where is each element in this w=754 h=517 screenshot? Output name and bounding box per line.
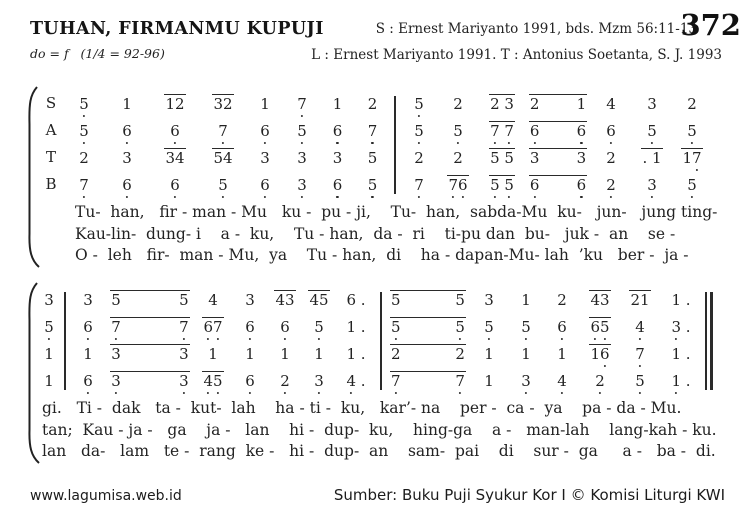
note-token: 6 bbox=[170, 122, 180, 141]
note-token: 1 . bbox=[346, 345, 366, 364]
note-cell bbox=[70, 340, 106, 367]
voice-row bbox=[38, 171, 712, 198]
note-token: 12 bbox=[165, 95, 185, 114]
note-token: 6 bbox=[83, 318, 93, 337]
note-cell bbox=[70, 286, 106, 313]
note-token: 7 bbox=[414, 176, 424, 195]
bar-line bbox=[380, 292, 382, 390]
note-cell bbox=[355, 144, 390, 171]
bar-line bbox=[394, 96, 396, 194]
double-bar-line bbox=[710, 292, 713, 390]
note-cell bbox=[320, 117, 355, 144]
note-cell bbox=[70, 313, 106, 340]
note-cell bbox=[580, 340, 620, 367]
hymn-number: 372 bbox=[680, 8, 741, 42]
tempo-marking: do = f (1/4 = 92-96) bbox=[30, 46, 165, 61]
note-token: 5 bbox=[484, 318, 494, 337]
note-token: 54 bbox=[213, 149, 233, 168]
note-token: 1 bbox=[280, 345, 290, 364]
note-token: 5 bbox=[414, 122, 424, 141]
note-cell bbox=[106, 286, 194, 313]
note-cell bbox=[590, 144, 632, 171]
note-token: 6 bbox=[260, 122, 270, 141]
note-token: 6 bbox=[606, 122, 616, 141]
note-token: 6 6 bbox=[529, 176, 587, 195]
note-cell bbox=[632, 144, 672, 171]
note-cell bbox=[246, 171, 284, 198]
note-token: 1 bbox=[83, 345, 93, 364]
voice-row bbox=[38, 286, 716, 313]
note-token: 5 bbox=[647, 122, 657, 141]
note-cell bbox=[400, 90, 438, 117]
note-cell bbox=[438, 171, 478, 198]
note-token: 1 bbox=[44, 345, 54, 364]
note-cell bbox=[200, 144, 246, 171]
note-cell bbox=[104, 144, 150, 171]
note-token: 43 bbox=[590, 291, 610, 310]
note-cell bbox=[200, 117, 246, 144]
note-token: 1 . bbox=[671, 372, 691, 391]
note-cell bbox=[284, 171, 320, 198]
note-cell bbox=[336, 286, 376, 313]
note-token: 7 bbox=[367, 122, 378, 141]
note-cell bbox=[590, 171, 632, 198]
note-token: 6 bbox=[332, 122, 343, 141]
voice-row bbox=[38, 367, 716, 394]
note-cell bbox=[284, 90, 320, 117]
credit-line-2: L : Ernest Mariyanto 1991. T : Antonius Soetanta, S. J. 1993 bbox=[311, 47, 722, 63]
note-cell bbox=[355, 117, 390, 144]
note-token: 2 bbox=[79, 149, 89, 168]
note-cell bbox=[302, 313, 336, 340]
note-token: 65 bbox=[590, 318, 610, 337]
lyrics-line: O - leh fir- man - Mu, ya Tu - han, di ha - dapan-Mu- lah ’ku ber - ja - bbox=[75, 246, 689, 264]
note-cell bbox=[194, 286, 232, 313]
note-cell bbox=[478, 171, 526, 198]
note-cell bbox=[64, 117, 104, 144]
note-token: 7 7 bbox=[111, 318, 189, 337]
note-cell bbox=[470, 367, 508, 394]
note-cell bbox=[246, 144, 284, 171]
note-cell bbox=[200, 90, 246, 117]
note-cell bbox=[150, 171, 200, 198]
note-cell bbox=[508, 313, 544, 340]
note-token: 6 bbox=[260, 176, 270, 195]
note-token: 5 bbox=[453, 122, 463, 141]
lyrics-line: lan da- lam te - rang ke - hi - dup- an sam- pai di sur - ga a - ba - di. bbox=[42, 442, 716, 460]
note-token: 17 bbox=[682, 149, 702, 168]
note-token: 3 bbox=[44, 291, 54, 310]
note-cell bbox=[336, 313, 376, 340]
note-token: 1 bbox=[314, 345, 324, 364]
note-cell bbox=[106, 313, 194, 340]
note-cell bbox=[320, 144, 355, 171]
note-cell bbox=[526, 144, 590, 171]
note-token: 5 5 bbox=[111, 291, 189, 310]
note-cell bbox=[438, 90, 478, 117]
note-token: 5 bbox=[635, 372, 645, 391]
note-token: 6 bbox=[245, 318, 255, 337]
song-title: TUHAN, FIRMANMU KUPUJI bbox=[30, 19, 324, 39]
note-token: 5 bbox=[314, 318, 324, 337]
note-token: 1 bbox=[557, 345, 567, 364]
note-token: 5 bbox=[297, 122, 307, 141]
note-cell bbox=[508, 286, 544, 313]
lyrics-line: gi. Ti - dak ta - kut- lah ha - ti - ku, kar’- na per - ca - ya pa - da - Mu. bbox=[42, 399, 682, 417]
note-cell bbox=[386, 340, 470, 367]
note-token: 5 bbox=[218, 176, 228, 195]
note-cell bbox=[232, 313, 268, 340]
note-cell bbox=[470, 340, 508, 367]
note-token: 6 bbox=[332, 176, 343, 195]
note-cell bbox=[268, 367, 302, 394]
note-cell bbox=[470, 313, 508, 340]
note-token: 6 bbox=[280, 318, 290, 337]
note-token: 1 bbox=[484, 372, 494, 391]
note-cell bbox=[38, 286, 60, 313]
note-token: 2 bbox=[367, 95, 378, 114]
note-token: 1 bbox=[245, 345, 255, 364]
note-cell bbox=[508, 367, 544, 394]
voice-row bbox=[38, 313, 716, 340]
note-token: 1 . bbox=[346, 318, 366, 337]
note-cell bbox=[660, 340, 702, 367]
note-token: 2 bbox=[453, 95, 463, 114]
note-cell bbox=[672, 144, 712, 171]
note-token: 6 bbox=[122, 122, 132, 141]
note-cell bbox=[284, 117, 320, 144]
note-cell bbox=[302, 286, 336, 313]
note-token: 2 bbox=[606, 149, 616, 168]
note-cell bbox=[194, 340, 232, 367]
note-token: 3 3 bbox=[111, 372, 189, 391]
note-token: 1 bbox=[122, 95, 132, 114]
note-cell bbox=[672, 90, 712, 117]
note-token: 43 bbox=[275, 291, 295, 310]
note-cell bbox=[400, 117, 438, 144]
note-token: 3 bbox=[297, 176, 307, 195]
note-token: 45 bbox=[203, 372, 223, 391]
note-cell bbox=[320, 90, 355, 117]
note-cell bbox=[150, 90, 200, 117]
note-token: 3 bbox=[297, 149, 307, 168]
note-cell bbox=[106, 367, 194, 394]
note-token: 3 bbox=[83, 291, 93, 310]
note-token: 4 bbox=[557, 372, 567, 391]
notation-grid bbox=[38, 286, 716, 394]
notation-grid bbox=[38, 90, 712, 198]
voice-label: S bbox=[45, 94, 57, 113]
note-cell bbox=[64, 171, 104, 198]
music-system-2 bbox=[26, 282, 738, 468]
note-cell bbox=[580, 367, 620, 394]
note-token: 1 . bbox=[671, 345, 691, 364]
note-token: 5 bbox=[79, 122, 89, 141]
note-token: 2 bbox=[557, 291, 567, 310]
note-cell bbox=[478, 144, 526, 171]
note-token: 1 bbox=[484, 345, 494, 364]
note-cell bbox=[620, 340, 660, 367]
note-token: 3 bbox=[122, 149, 132, 168]
note-cell bbox=[580, 313, 620, 340]
note-token: 7 bbox=[79, 176, 89, 195]
note-cell bbox=[302, 367, 336, 394]
note-token: 3 bbox=[332, 149, 343, 168]
note-token: 5 bbox=[687, 176, 697, 195]
note-cell bbox=[544, 313, 580, 340]
note-cell bbox=[544, 340, 580, 367]
note-token: 3 bbox=[314, 372, 324, 391]
note-cell bbox=[660, 313, 702, 340]
note-cell bbox=[70, 367, 106, 394]
bar-line bbox=[64, 292, 66, 390]
note-cell bbox=[544, 367, 580, 394]
note-token: 76 bbox=[448, 176, 468, 195]
note-cell bbox=[660, 367, 702, 394]
note-cell bbox=[590, 90, 632, 117]
note-token: 5 5 bbox=[490, 149, 514, 168]
note-token: 3 bbox=[647, 176, 657, 195]
note-cell bbox=[620, 286, 660, 313]
note-cell bbox=[544, 286, 580, 313]
note-cell bbox=[200, 171, 246, 198]
note-cell bbox=[526, 171, 590, 198]
note-token: 5 5 bbox=[391, 318, 465, 337]
notation-table bbox=[38, 286, 716, 394]
note-cell bbox=[246, 117, 284, 144]
note-cell bbox=[478, 90, 526, 117]
note-token: 5 5 bbox=[490, 176, 514, 195]
note-token: 4 bbox=[635, 318, 645, 337]
note-token: 1 bbox=[521, 291, 531, 310]
note-token: 7 7 bbox=[391, 372, 465, 391]
note-cell bbox=[632, 117, 672, 144]
note-cell bbox=[386, 367, 470, 394]
note-token: 32 bbox=[213, 95, 233, 114]
note-cell bbox=[620, 367, 660, 394]
voice-row bbox=[38, 90, 712, 117]
note-token: 4 . bbox=[346, 372, 366, 391]
note-cell bbox=[320, 171, 355, 198]
note-cell bbox=[672, 171, 712, 198]
note-cell bbox=[38, 340, 60, 367]
lyrics-block bbox=[42, 398, 717, 463]
note-cell bbox=[590, 117, 632, 144]
note-token: 3 bbox=[245, 291, 255, 310]
lyrics-block bbox=[75, 202, 717, 267]
double-bar-line bbox=[705, 292, 707, 390]
note-cell bbox=[632, 171, 672, 198]
note-cell bbox=[478, 117, 526, 144]
voice-row bbox=[38, 340, 716, 367]
website-url: www.lagumisa.web.id bbox=[30, 488, 182, 504]
note-token: 2 bbox=[687, 95, 697, 114]
note-cell bbox=[268, 340, 302, 367]
note-token: 6 . bbox=[346, 291, 366, 310]
note-token: 16 bbox=[590, 345, 610, 364]
note-token: 1 bbox=[332, 95, 343, 114]
note-cell bbox=[336, 367, 376, 394]
note-token: 67 bbox=[203, 318, 223, 337]
note-token: 6 bbox=[245, 372, 255, 391]
voice-label: B bbox=[45, 175, 57, 194]
note-cell bbox=[104, 90, 150, 117]
note-cell bbox=[104, 117, 150, 144]
note-token: 3 . bbox=[671, 318, 691, 337]
note-token: 1 . bbox=[671, 291, 691, 310]
note-token: 3 bbox=[260, 149, 270, 168]
note-cell bbox=[246, 90, 284, 117]
note-token: 5 bbox=[79, 95, 89, 114]
note-token: 7 bbox=[635, 345, 645, 364]
note-cell bbox=[64, 144, 104, 171]
note-token: 3 bbox=[521, 372, 531, 391]
note-token: 6 bbox=[83, 372, 93, 391]
note-cell bbox=[38, 367, 60, 394]
note-cell bbox=[284, 144, 320, 171]
notation-table bbox=[38, 90, 712, 198]
note-cell bbox=[355, 171, 390, 198]
credit-line-1: S : Ernest Mariyanto 1991, bds. Mzm 56:11-13 bbox=[375, 21, 697, 37]
note-cell bbox=[38, 313, 60, 340]
note-token: 2 3 bbox=[490, 95, 514, 114]
note-cell bbox=[150, 117, 200, 144]
note-cell bbox=[400, 171, 438, 198]
note-token: 7 bbox=[218, 122, 228, 141]
note-cell bbox=[268, 286, 302, 313]
note-token: 2 2 bbox=[391, 345, 465, 364]
note-token: 21 bbox=[630, 291, 650, 310]
note-cell bbox=[438, 117, 478, 144]
note-token: 2 1 bbox=[529, 95, 587, 114]
note-cell bbox=[150, 144, 200, 171]
note-token: 34 bbox=[165, 149, 185, 168]
note-cell bbox=[104, 171, 150, 198]
music-system-1 bbox=[26, 86, 738, 272]
note-cell bbox=[355, 90, 390, 117]
note-cell bbox=[438, 144, 478, 171]
note-token: 45 bbox=[309, 291, 329, 310]
note-token: 7 bbox=[297, 95, 307, 114]
note-cell bbox=[580, 286, 620, 313]
note-cell bbox=[268, 313, 302, 340]
note-cell bbox=[526, 90, 590, 117]
note-token: 5 bbox=[414, 95, 424, 114]
note-token: 3 bbox=[647, 95, 657, 114]
note-token: 6 bbox=[557, 318, 567, 337]
note-token: . 1 bbox=[642, 149, 662, 168]
note-cell bbox=[386, 286, 470, 313]
note-token: 3 bbox=[484, 291, 494, 310]
note-token: 1 bbox=[260, 95, 270, 114]
note-cell bbox=[508, 340, 544, 367]
note-token: 2 bbox=[280, 372, 290, 391]
source-credit: Sumber: Buku Puji Syukur Kor I © Komisi Liturgi KWI bbox=[333, 486, 725, 504]
note-token: 5 bbox=[687, 122, 697, 141]
note-token: 3 3 bbox=[529, 149, 587, 168]
note-cell bbox=[632, 90, 672, 117]
note-token: 2 bbox=[414, 149, 424, 168]
note-cell bbox=[194, 367, 232, 394]
note-token: 1 bbox=[44, 372, 54, 391]
note-cell bbox=[526, 117, 590, 144]
voice-label: A bbox=[45, 121, 57, 140]
note-cell bbox=[672, 117, 712, 144]
note-token: 6 6 bbox=[529, 122, 587, 141]
voice-row bbox=[38, 117, 712, 144]
voice-label: T bbox=[45, 148, 56, 167]
note-token: 2 bbox=[453, 149, 463, 168]
lyrics-line: Tu- han, fir - man - Mu ku - pu - ji, Tu- han, sabda-Mu ku- jun- jung ting- bbox=[75, 203, 718, 221]
note-token: 2 bbox=[595, 372, 605, 391]
note-token: 6 bbox=[170, 176, 180, 195]
note-token: 7 7 bbox=[490, 122, 514, 141]
note-token: 1 bbox=[208, 345, 218, 364]
note-cell bbox=[64, 90, 104, 117]
note-cell bbox=[470, 286, 508, 313]
note-token: 5 bbox=[367, 149, 378, 168]
note-cell bbox=[232, 286, 268, 313]
note-token: 5 bbox=[367, 176, 378, 195]
note-cell bbox=[302, 340, 336, 367]
lyrics-line: tan; Kau - ja - ga ja - lan hi - dup- ku, hing-ga a - man-lah lang-kah - ku. bbox=[42, 420, 717, 439]
note-cell bbox=[386, 313, 470, 340]
note-token: 5 bbox=[521, 318, 531, 337]
note-token: 6 bbox=[122, 176, 132, 195]
note-cell bbox=[336, 340, 376, 367]
note-cell bbox=[232, 367, 268, 394]
note-token: 2 bbox=[606, 176, 616, 195]
lyrics-line: Kau-lin- dung- i a - ku, Tu - han, da - ri ti-pu dan bu- juk - an se - bbox=[75, 224, 676, 243]
note-cell bbox=[660, 286, 702, 313]
note-cell bbox=[106, 340, 194, 367]
note-cell bbox=[232, 340, 268, 367]
note-cell bbox=[194, 313, 232, 340]
note-token: 5 5 bbox=[391, 291, 465, 310]
note-token: 4 bbox=[606, 95, 616, 114]
note-token: 1 bbox=[521, 345, 531, 364]
note-token: 3 3 bbox=[111, 345, 189, 364]
note-cell bbox=[400, 144, 438, 171]
voice-row bbox=[38, 144, 712, 171]
note-token: 5 bbox=[44, 318, 54, 337]
note-token: 4 bbox=[208, 291, 218, 310]
note-cell bbox=[620, 313, 660, 340]
